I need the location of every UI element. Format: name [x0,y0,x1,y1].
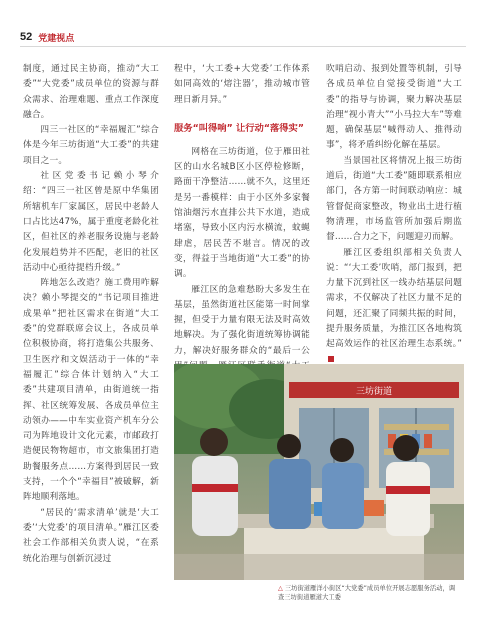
page-header [20,30,74,44]
article-end-icon [328,356,334,362]
paragraph: 阵地怎么改造？施工费用咋解决？赖小琴提交的“书记项目推进成果单”把社区需求在街道“大工委”的党群联席会议上，各成员单位积极协商，将打造集公共服务、卫生医疗和文娱活动于一体的“幸福履汇”综合体计划纳入“大工委”共建项目清单，由街道统一指挥、社区统筹发展、各成员单位主动领办——中车实业资产机车分公司为阵地设计文化元素，市邮政打造便民物物超市，市文旅集团打造助餐服务点……方案得到居民一致支持，一个个“幸福目”被破解，新阵地顺利落地。 [23,278,159,503]
article-photo [174,364,464,580]
paragraph: 当景国社区将情况上报三坊街道后，街道“大工委”随即联系相应部门，各方第一时间联动响应：城管督促商家整改，物业出土进行植物清理，市场监管所加强后期监督……合力之下，问题迎刃而解。 [326,155,462,243]
paragraph: 吹哨启动、报到处置等机制，引导各成员单位自觉接受街道“大工委”的指导与协调，聚力解决基层治理“视小青大”“小马拉大车”等难题，确保基层“喊得动人、推得动事”，将矛盾纠纷化解在基层。 [326,64,462,151]
paragraph: 网格在三坊街道，位于雁田社区的山水名城B区小区停检修断，路面干净整洁……就不久，这里还是另一番模样：由于小区外多家餐馆油烟污水直排公共下水道，造成堵塞，导致小区内污水横流，蚊蝇肆虐，居民苦不堪言。情况的改变，得益于当地街道“大工委”的协调。 [174,146,310,280]
article-column-3 [326,62,462,368]
article-column-2 [174,62,310,405]
caption-text: 三坊街道雁洋小街区“大党委”成员单位开展志愿服务活动，调查三坊街道雁道大工委 [278,585,456,601]
paragraph: 社区党委书记赖小琴介绍：“四三一社区曾是原中华集团所辖机车厂家属区，居民中老龄人口占比达47%，属于重度老龄化社区，但社区的养老服务设施与老龄化发展趋势并不匹配，老旧的社区活动中心亟待提档升级。” [23,171,159,273]
paragraph: “居民的‘需求清单’就是‘大工委’‘大党委’的项目清单。”雁江区委社会工作部相关负责人说，“在系统化治理与创新沉浸过 [23,507,159,564]
article-column-1 [23,62,159,567]
photo-caption [278,585,458,602]
paragraph: 雁江区委组织部相关负责人说：“‘大工委’吹哨，部门报到，把力量下沉到社区一线办结基层问题需求，不仅解决了社区力量不足的问题，还汇聚了同频共振的时间，提升服务质量，为推江区各地构筑起高效运作的社区治理生态系统。” [326,246,462,368]
header-divider [20,46,466,47]
paragraph: 雁江区的急难愁盼大多发生在基层，虽然街道社区能第一时间掌握，但受于力量有限无法及时高效地解决。为了强化街道统筹协调能力，解决好服务群众的“最后一公 [174,284,310,356]
page-number: 52 [20,31,33,43]
photo-illustration [174,364,464,580]
shop-sign-text: 三坊街道 [355,387,393,397]
section-subheading: 服务“叫得响” 让行动“落得实” [174,122,304,134]
paragraph: 四三一社区的“幸福履汇”综合体是今年三坊街道“大工委”的共建项目之一。 [23,125,159,166]
paragraph: 程中，‘大工委+大党委’工作体系如同高效的‘熔注器’，推动城市管理日新月异。” [174,64,310,105]
paragraph: 制度，通过民主协商，推动“大工委”“大党委”成员单位的资源与群众需求、治理难题、重点工作深度融合。 [23,64,159,120]
section-title: 党建视点 [38,33,75,44]
caption-marker-icon: △ [278,585,283,592]
